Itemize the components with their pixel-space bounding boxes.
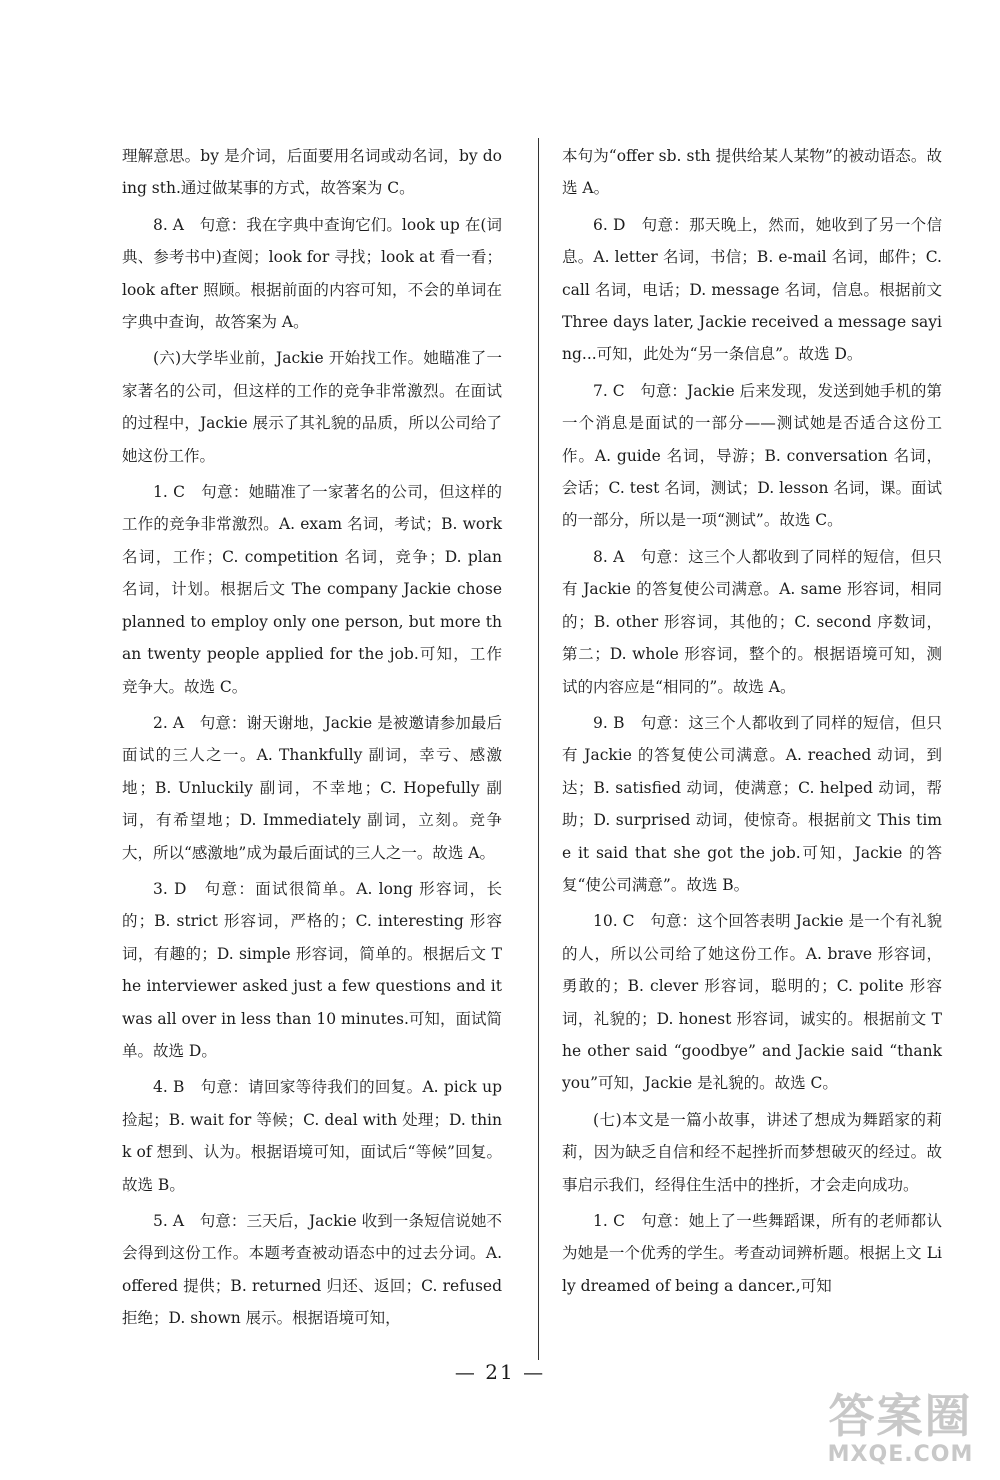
answer-paragraph: 10. C 句意：这个回答表明 Jackie 是一个有礼貌的人，所以公司给了她这份工作。A. brave 形容词，勇敢的；B. clever 形容词，聪明的；C. polite 形容词，礼貌的；D. honest 形容词，诚实的。根据前文 The other said “goodbye” and Jackie said “thank you”可知，Jackie 是礼貌的。故选 C。 xyxy=(562,912,942,1093)
answer-paragraph: 9. B 句意：这三个人都收到了同样的短信，但只有 Jackie 的答复使公司满意。A. reached 动词，到达；B. satisfied 动词，使满意；C. helped 动词，帮助；D. surprised 动词，使惊奇。根据前文 This time it said that she got the job.可知，Jackie 的答复“使公司满意”。故选 B。 xyxy=(562,713,942,894)
answer-paragraph: 8. A 句意：这三个人都收到了同样的短信，但只有 Jackie 的答复使公司满意。A. same 形容词，相同的；B. other 形容词，其他的；C. second 序数词，第二；D. whole 形容词，整个的。根据语境可知，测试的内容应是“相同的”。故选 A。 xyxy=(562,547,942,696)
page-number: — 21 — xyxy=(454,1360,546,1384)
answer-paragraph: 本句为“offer sb. sth 提供给某人某物”的被动语态。故选 A。 xyxy=(562,147,942,198)
answer-paragraph: 3. D 句意：面试很简单。A. long 形容词，长的；B. strict 形容词，严格的；C. interesting 形容词，有趣的；D. simple 形容词，简单的。根据后文 The interviewer asked just a few questions and it was all over in less than 10 minutes.可知，面试简单。故选 D。 xyxy=(122,879,502,1060)
answer-paragraph: 4. B 句意：请回家等待我们的回复。A. pick up 捡起；B. wait for 等候；C. deal with 处理；D. think of 想到、认为。根据语境可知，面试后“等候”回复。故选 B。 xyxy=(122,1078,502,1194)
left-column xyxy=(122,140,502,1339)
answer-paragraph: 7. C 句意：Jackie 后来发现，发送到她手机的第一个消息是面试的一部分——测试她是否适合这份工作。A. guide 名词，导游；B. conversation 名词，会话；C. test 名词，测试；D. lesson 名词，课。面试的一部分，所以是一项“测试”。故选 C。 xyxy=(562,381,942,530)
answer-paragraph: 8. A 句意：我在字典中查询它们。look up 在(词典、参考书中)查阅；look for 寻找；look at 看一看；look after 照顾。根据前面的内容可知，不会的单词在字典中查询，故答案为 A。 xyxy=(122,215,502,332)
answer-paragraph: 6. D 句意：那天晚上，然而，她收到了另一个信息。A. letter 名词，书信；B. e-mail 名词，邮件；C. call 名词，电话；D. message 名词，信息。根据前文 Three days later, Jackie received a message saying...可知，此处为“另一条信息”。故选 D。 xyxy=(562,215,942,364)
answer-paragraph: (六)大学毕业前，Jackie 开始找工作。她瞄准了一家著名的公司，但这样的工作的竞争非常激烈。在面试的过程中，Jackie 展示了其礼貌的品质，所以公司给了她这份工作。 xyxy=(122,349,502,465)
right-column xyxy=(562,140,942,1306)
watermark-logo xyxy=(813,1390,988,1475)
answer-paragraph: 理解意思。by 是介词，后面要用名词或动名词，by doing sth.通过做某事的方式，故答案为 C。 xyxy=(122,147,502,198)
answer-paragraph: 1. C 句意：她上了一些舞蹈课，所有的老师都认为她是一个优秀的学生。考查动词辨析题。根据上文 Lily dreamed of being a dancer.,可知 xyxy=(562,1212,942,1295)
answer-paragraph: 1. C 句意：她瞄准了一家著名的公司，但这样的工作的竞争非常激烈。A. exam 名词，考试；B. work 名词，工作；C. competition 名词，竞争；D. plan 名词，计划。根据后文 The company Jackie chose planned to employ only one person, but more than twenty people applied for the job.可知，工作竞争大。故选 C。 xyxy=(122,483,502,696)
answer-paragraph: 5. A 句意：三天后，Jackie 收到一条短信说她不会得到这份工作。本题考查被动语态中的过去分词。A. offered 提供；B. returned 归还、返回；C. refused 拒绝；D. shown 展示。根据语境可知， xyxy=(122,1212,502,1328)
watermark-logo-text: 答案圈 xyxy=(828,1389,973,1443)
watermark-url: MXQE.COM xyxy=(827,1442,974,1467)
answer-paragraph: (七)本文是一篇小故事，讲述了想成为舞蹈家的莉莉，因为缺乏自信和经不起挫折而梦想破灭的经过。故事启示我们，经得住生活中的挫折，才会走向成功。 xyxy=(562,1110,942,1194)
answer-paragraph: 2. A 句意：谢天谢地，Jackie 是被邀请参加最后面试的三人之一。A. Thankfully 副词，幸亏、感激地；B. Unluckily 副词，不幸地；C. Hopefully 副词，有希望地；D. Immediately 副词，立刻。竞争大，所以“感激地”成为最后面试的三人之一。故选 A。 xyxy=(122,713,502,862)
column-divider xyxy=(538,138,539,1360)
